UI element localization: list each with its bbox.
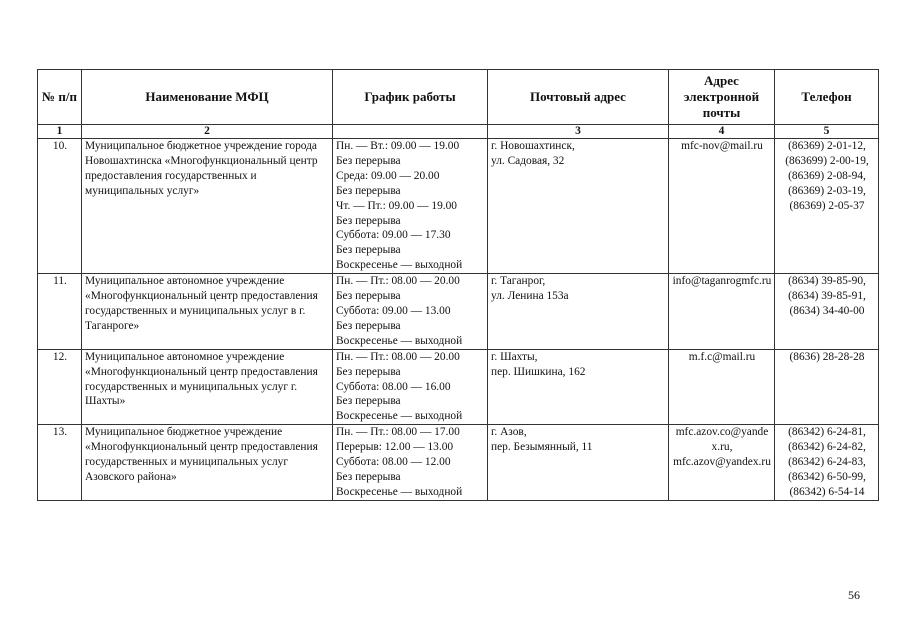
- phone-line: (86342) 6-24-82,: [788, 441, 866, 454]
- header-num: № п/п: [38, 70, 82, 125]
- mfc-table: [37, 69, 879, 501]
- organization-name-cell: Муниципальное автономное учреждение «Многофункциональный центр предоставления государственных и муниципальных услуг г. Шахты»: [82, 349, 333, 425]
- row-number-cell: 11.: [38, 274, 82, 350]
- phone-cell: [775, 425, 879, 501]
- column-number: 2: [82, 125, 333, 139]
- table-row: [38, 274, 879, 350]
- postal-address-cell: [488, 425, 669, 501]
- schedule-line: Без перерыва: [336, 184, 401, 197]
- email-line: mfc.azov@yandex.ru: [673, 456, 771, 469]
- phone-cell: [775, 349, 879, 425]
- schedule-line: Пн. — Пт.: 08.00 — 17.00: [336, 426, 460, 439]
- header-schedule: График работы: [333, 70, 488, 125]
- phone-line: (8634) 39-85-91,: [788, 290, 866, 303]
- organization-name-cell: Муниципальное бюджетное учреждение «Многофункциональный центр предоставления государственных и муниципальных услуг Азовского района»: [82, 425, 333, 501]
- phone-line: (86342) 6-24-81,: [788, 426, 866, 439]
- address-line: ул. Садовая, 32: [491, 154, 565, 167]
- schedule-line: Воскресенье — выходной: [336, 334, 463, 347]
- phone-line: (86369) 2-05-37: [789, 199, 865, 212]
- schedule-line: Суббота: 09.00 — 13.00: [336, 304, 451, 317]
- table-row: [38, 139, 879, 274]
- phone-line: (863699) 2-00-19,: [785, 154, 869, 167]
- column-number: 3: [488, 125, 669, 139]
- phone-line: (8634) 39-85-90,: [788, 275, 866, 288]
- address-line: ул. Ленина 153а: [491, 290, 569, 303]
- organization-name-cell: Муниципальное автономное учреждение «Многофункциональный центр предоставления государственных и муниципальных услуг в г. Таганроге»: [82, 274, 333, 350]
- schedule-line: Без перерыва: [336, 319, 401, 332]
- phone-line: (86369) 2-01-12,: [788, 140, 866, 152]
- schedule-cell: [333, 425, 488, 501]
- schedule-line: Без перерыва: [336, 214, 401, 227]
- column-number: 5: [775, 125, 879, 139]
- column-number-row: [38, 125, 879, 139]
- email-line: mfc.azov.co@yandex.ru,: [675, 426, 769, 454]
- schedule-line: Чт. — Пт.: 09.00 — 19.00: [336, 199, 458, 212]
- email-cell: [669, 274, 775, 350]
- address-line: г. Новошахтинск,: [491, 140, 575, 152]
- phone-line: (8636) 28-28-28: [789, 350, 865, 363]
- schedule-line: Без перерыва: [336, 470, 401, 483]
- schedule-line: Воскресенье — выходной: [336, 485, 463, 498]
- schedule-line: Пн. — Пт.: 08.00 — 20.00: [336, 350, 460, 363]
- address-line: пер. Шишкина, 162: [491, 365, 586, 378]
- email-cell: [669, 349, 775, 425]
- column-number: 4: [669, 125, 775, 139]
- schedule-cell: [333, 139, 488, 274]
- row-number-cell: 10.: [38, 139, 82, 274]
- schedule-line: Суббота: 09.00 — 17.30: [336, 229, 451, 242]
- email-line: m.f.c@mail.ru: [688, 350, 756, 363]
- schedule-line: Без перерыва: [336, 154, 401, 167]
- schedule-line: Без перерыва: [336, 365, 401, 378]
- row-number-cell: 12.: [38, 349, 82, 425]
- organization-name-cell: Муниципальное бюджетное учреждение города Новошахтинска «Многофункциональный центр предоставления государственных и муниципальных услуг»: [82, 139, 333, 274]
- header-row: [38, 70, 879, 125]
- schedule-line: Пн. — Вт.: 09.00 — 19.00: [336, 140, 460, 152]
- schedule-line: Воскресенье — выходной: [336, 259, 463, 272]
- header-phone: Телефон: [775, 70, 879, 125]
- phone-line: (86369) 2-03-19,: [788, 184, 866, 197]
- schedule-line: Суббота: 08.00 — 12.00: [336, 456, 451, 469]
- schedule-line: Перерыв: 12.00 — 13.00: [336, 441, 454, 454]
- column-number: 1: [38, 125, 82, 139]
- header-email: Адрес электронной почты: [669, 70, 775, 125]
- column-number: [333, 125, 488, 139]
- phone-line: (86342) 6-50-99,: [788, 470, 866, 483]
- phone-cell: [775, 139, 879, 274]
- address-line: пер. Безымянный, 11: [491, 441, 593, 454]
- schedule-cell: [333, 274, 488, 350]
- schedule-line: Воскресенье — выходной: [336, 410, 463, 423]
- phone-line: (86342) 6-24-83,: [788, 456, 866, 469]
- postal-address-cell: [488, 349, 669, 425]
- table-row: [38, 349, 879, 425]
- address-line: г. Азов,: [491, 426, 527, 439]
- schedule-cell: [333, 349, 488, 425]
- phone-line: (86369) 2-08-94,: [788, 169, 866, 182]
- schedule-line: Без перерыва: [336, 290, 401, 303]
- phone-cell: [775, 274, 879, 350]
- header-name: Наименование МФЦ: [82, 70, 333, 125]
- header-address: Почтовый адрес: [488, 70, 669, 125]
- address-line: г. Таганрог,: [491, 275, 546, 288]
- email-line: mfc-nov@mail.ru: [681, 140, 763, 152]
- schedule-line: Суббота: 08.00 — 16.00: [336, 380, 451, 393]
- row-number-cell: 13.: [38, 425, 82, 501]
- email-line: info@taganrogmfc.ru: [672, 275, 772, 288]
- phone-line: (86342) 6-54-14: [789, 485, 865, 498]
- address-line: г. Шахты,: [491, 350, 538, 363]
- postal-address-cell: [488, 139, 669, 274]
- page-number: 56: [848, 588, 860, 602]
- email-cell: [669, 425, 775, 501]
- schedule-line: Среда: 09.00 — 20.00: [336, 169, 440, 182]
- table-row: [38, 425, 879, 501]
- email-cell: [669, 139, 775, 274]
- phone-line: (8634) 34-40-00: [789, 304, 865, 317]
- schedule-line: Без перерыва: [336, 395, 401, 408]
- schedule-line: Пн. — Пт.: 08.00 — 20.00: [336, 275, 460, 288]
- postal-address-cell: [488, 274, 669, 350]
- schedule-line: Без перерыва: [336, 244, 401, 257]
